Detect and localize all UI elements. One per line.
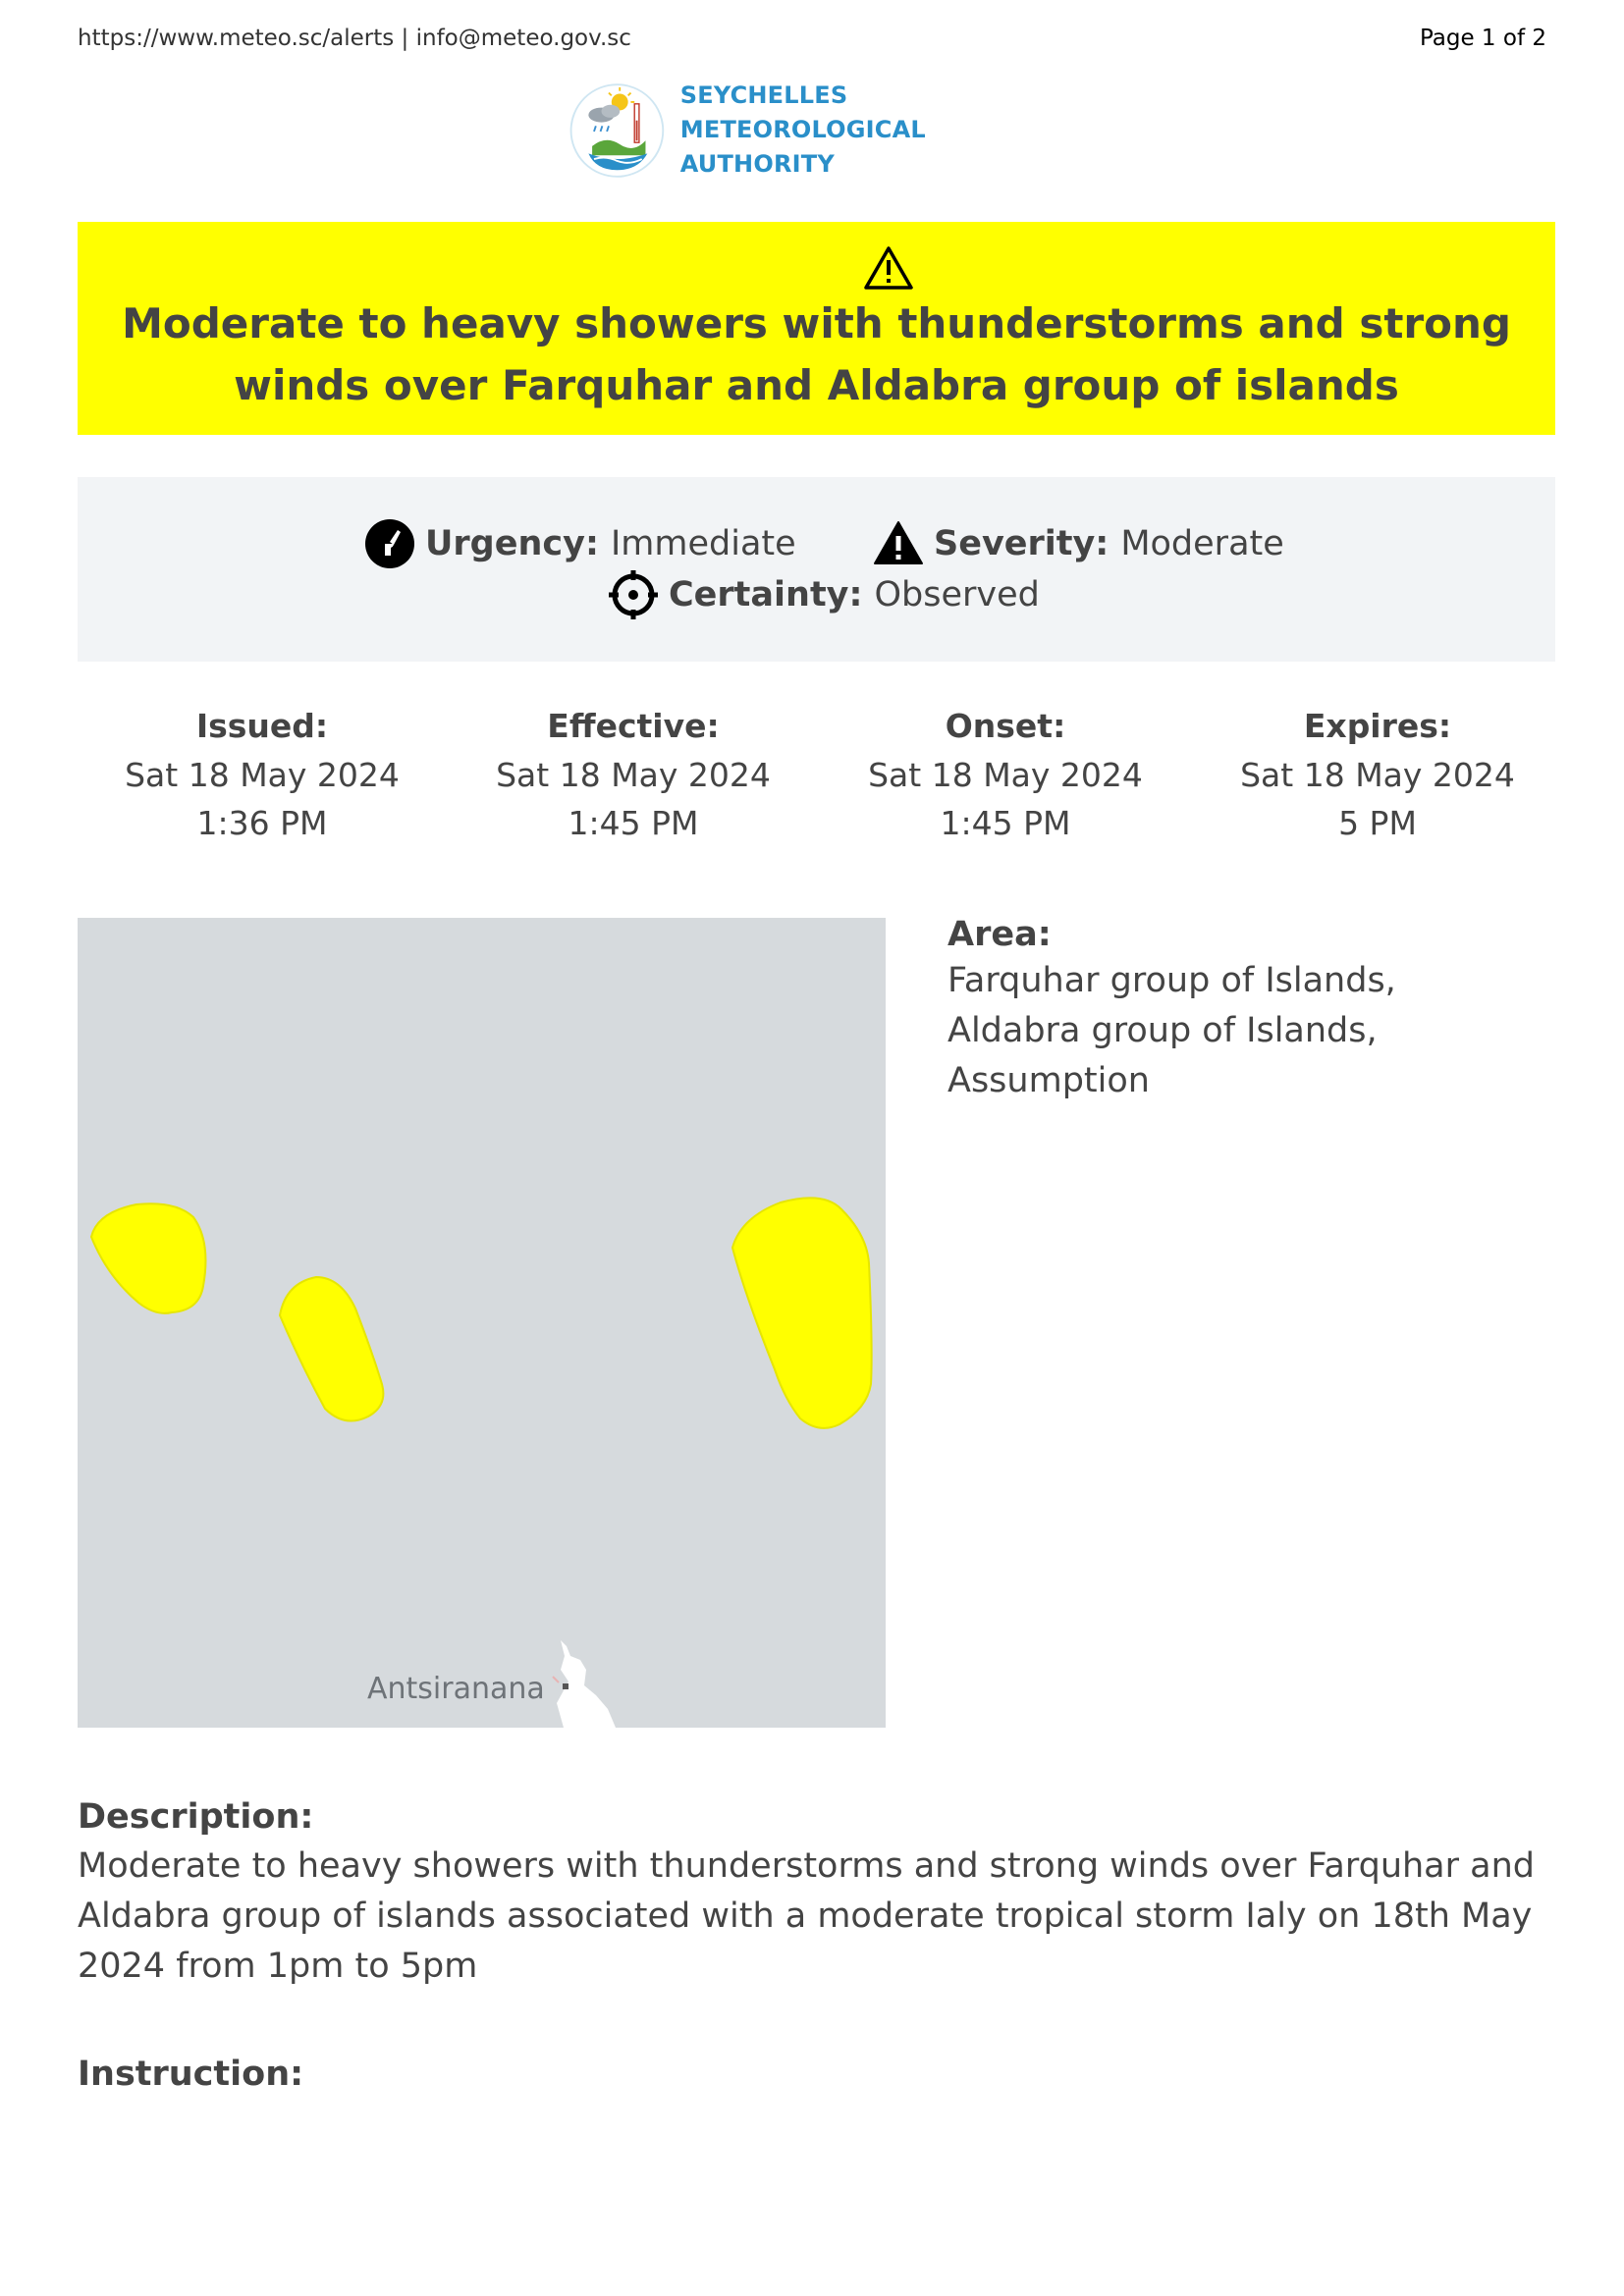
alert-area-polygon-1 bbox=[91, 1203, 205, 1313]
issued-column bbox=[78, 702, 447, 847]
expires-time: 5 PM bbox=[1338, 804, 1417, 842]
alert-title: Moderate to heavy showers with thunderstorms and strong winds over Farquhar and Aldabra group of islands bbox=[122, 299, 1511, 409]
warning-triangle-icon bbox=[863, 245, 914, 291]
onset-time: 1:45 PM bbox=[940, 804, 1071, 842]
certainty-label: Certainty: bbox=[669, 575, 863, 614]
logo-emblem-icon bbox=[565, 77, 671, 185]
warning-severity-icon bbox=[873, 518, 924, 569]
map-place-label: Antsiranana bbox=[367, 1672, 545, 1706]
alert-dates bbox=[78, 702, 1555, 849]
city-marker-icon bbox=[563, 1683, 568, 1689]
severity bbox=[873, 518, 1284, 569]
clock-urgency-icon bbox=[364, 518, 415, 569]
logo-line-1: SEYCHELLES METEOROLOGICAL bbox=[679, 81, 926, 143]
instruction-label: Instruction: bbox=[78, 2055, 304, 2094]
issued-label: Issued: bbox=[195, 707, 329, 745]
effective-time: 1:45 PM bbox=[568, 804, 699, 842]
onset-date: Sat 18 May 2024 bbox=[868, 756, 1143, 794]
area-value: Farquhar group of Islands, Aldabra group of Islands, Assumption bbox=[947, 961, 1396, 1100]
urgency bbox=[364, 518, 796, 569]
urgency-label: Urgency: bbox=[425, 524, 599, 563]
effective-column bbox=[449, 702, 818, 847]
area-label: Area: bbox=[947, 915, 1052, 954]
certainty-value: Observed bbox=[874, 575, 1040, 614]
source-url[interactable]: https://www.meteo.sc/alerts | info@meteo.gov.sc bbox=[78, 26, 631, 51]
urgency-value: Immediate bbox=[610, 524, 796, 563]
onset-column bbox=[821, 702, 1190, 847]
expires-date: Sat 18 May 2024 bbox=[1240, 756, 1515, 794]
alert-meta bbox=[78, 477, 1555, 662]
alert-banner bbox=[78, 222, 1555, 435]
page-number: Page 1 of 2 bbox=[1419, 26, 1546, 51]
crosshair-certainty-icon bbox=[608, 569, 659, 620]
expires-column bbox=[1193, 702, 1562, 847]
description-label: Description: bbox=[78, 1797, 314, 1837]
description-section bbox=[78, 1792, 1555, 1992]
expires-label: Expires: bbox=[1303, 707, 1452, 745]
severity-label: Severity: bbox=[934, 524, 1110, 563]
map-canvas bbox=[78, 918, 886, 1728]
alert-area-polygon-2 bbox=[280, 1277, 383, 1421]
effective-label: Effective: bbox=[547, 707, 720, 745]
onset-label: Onset: bbox=[945, 707, 1066, 745]
sma-logo bbox=[565, 74, 1075, 187]
area-section bbox=[947, 913, 1537, 1106]
alert-area-map[interactable] bbox=[78, 918, 886, 1728]
severity-value: Moderate bbox=[1120, 524, 1284, 563]
alert-area-polygon-3 bbox=[732, 1198, 872, 1427]
issued-date: Sat 18 May 2024 bbox=[125, 756, 400, 794]
issued-time: 1:36 PM bbox=[196, 804, 328, 842]
logo-line-2: AUTHORITY bbox=[679, 150, 835, 178]
effective-date: Sat 18 May 2024 bbox=[496, 756, 771, 794]
certainty bbox=[608, 569, 1040, 620]
description-value: Moderate to heavy showers with thunderstorms and strong winds over Farquhar and Aldabra group of islands associated with a moderate tropical storm Ialy on 18th May 2024 from 1pm to 5pm bbox=[78, 1846, 1535, 1986]
